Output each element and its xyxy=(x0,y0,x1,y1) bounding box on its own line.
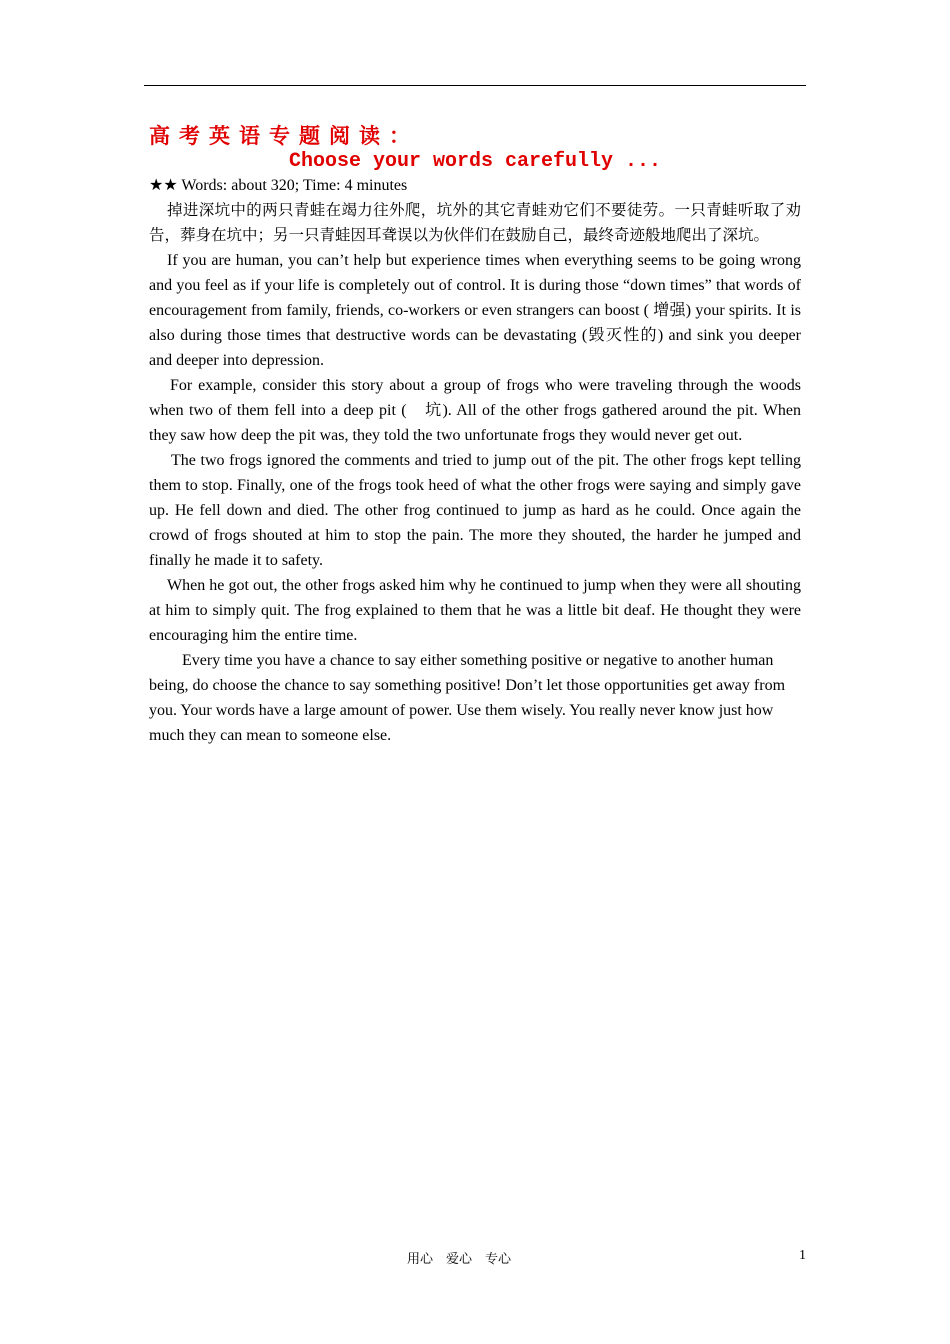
paragraph-5: Every time you have a chance to say either something positive or negative to another human being, do choose the chance to say something positive! Don’t let those opportunities get away from you. Your words have a large amount of power. Use them wisely. You really never know just how much they can mean to someone else. xyxy=(149,652,786,744)
footer-motto: 用心 爱心 专心 xyxy=(407,1252,512,1267)
paragraph-4: When he got out, the other frogs asked him why he continued to jump when they were all shouting at him to simply quit. The frog explained to them that he was a little bit deaf. He thought they were encouraging him the entire time. xyxy=(149,577,801,644)
paragraph-1: If you are human, you can’t help but experience times when everything seems to be going wrong and you feel as if your life is completely out of control. It is during those “down times” that words of encouragement from family, friends, co-workers or even strangers can boost ( 增强) your spirits. It is also during those times that destructive words can be devastating (毁灭性的) and sink you deeper and deeper into depression. xyxy=(149,252,801,369)
paragraph-3: The two frogs ignored the comments and tried to jump out of the pit. The other frogs kept telling them to stop. Finally, one of the frogs took heed of what the other frogs were saying and simply gave up. He fell down and died. The other frog continued to jump as hard as he could. Once again the crowd of frogs shouted at him to stop the pain. The more they shouted, the harder he jumped and finally he made it to safety. xyxy=(149,452,801,569)
page-number: 1 xyxy=(799,1248,806,1263)
header-rule xyxy=(144,85,806,86)
chinese-summary: 掉进深坑中的两只青蛙在竭力往外爬，坑外的其它青蛙劝它们不要徒劳。一只青蛙听取了劝告，葬身在坑中；另一只青蛙因耳聋误以为伙伴们在鼓励自己，最终奇迹般地爬出了深坑。 xyxy=(149,201,801,244)
document-body xyxy=(149,122,801,748)
paragraph-2: For example, consider this story about a group of frogs who were traveling through the woods when two of them fell into a deep pit ( 坑). All of the other frogs gathered around the pit. When they saw how deep the pit was, they told the two unfortunate frogs they would never get out. xyxy=(149,377,801,444)
page-title-chinese: 高考英语专题阅读： xyxy=(149,123,419,148)
word-count-meta: ★★ Words: about 320; Time: 4 minutes xyxy=(149,177,408,194)
page-title-english: Choose your words carefully ... xyxy=(288,150,662,173)
